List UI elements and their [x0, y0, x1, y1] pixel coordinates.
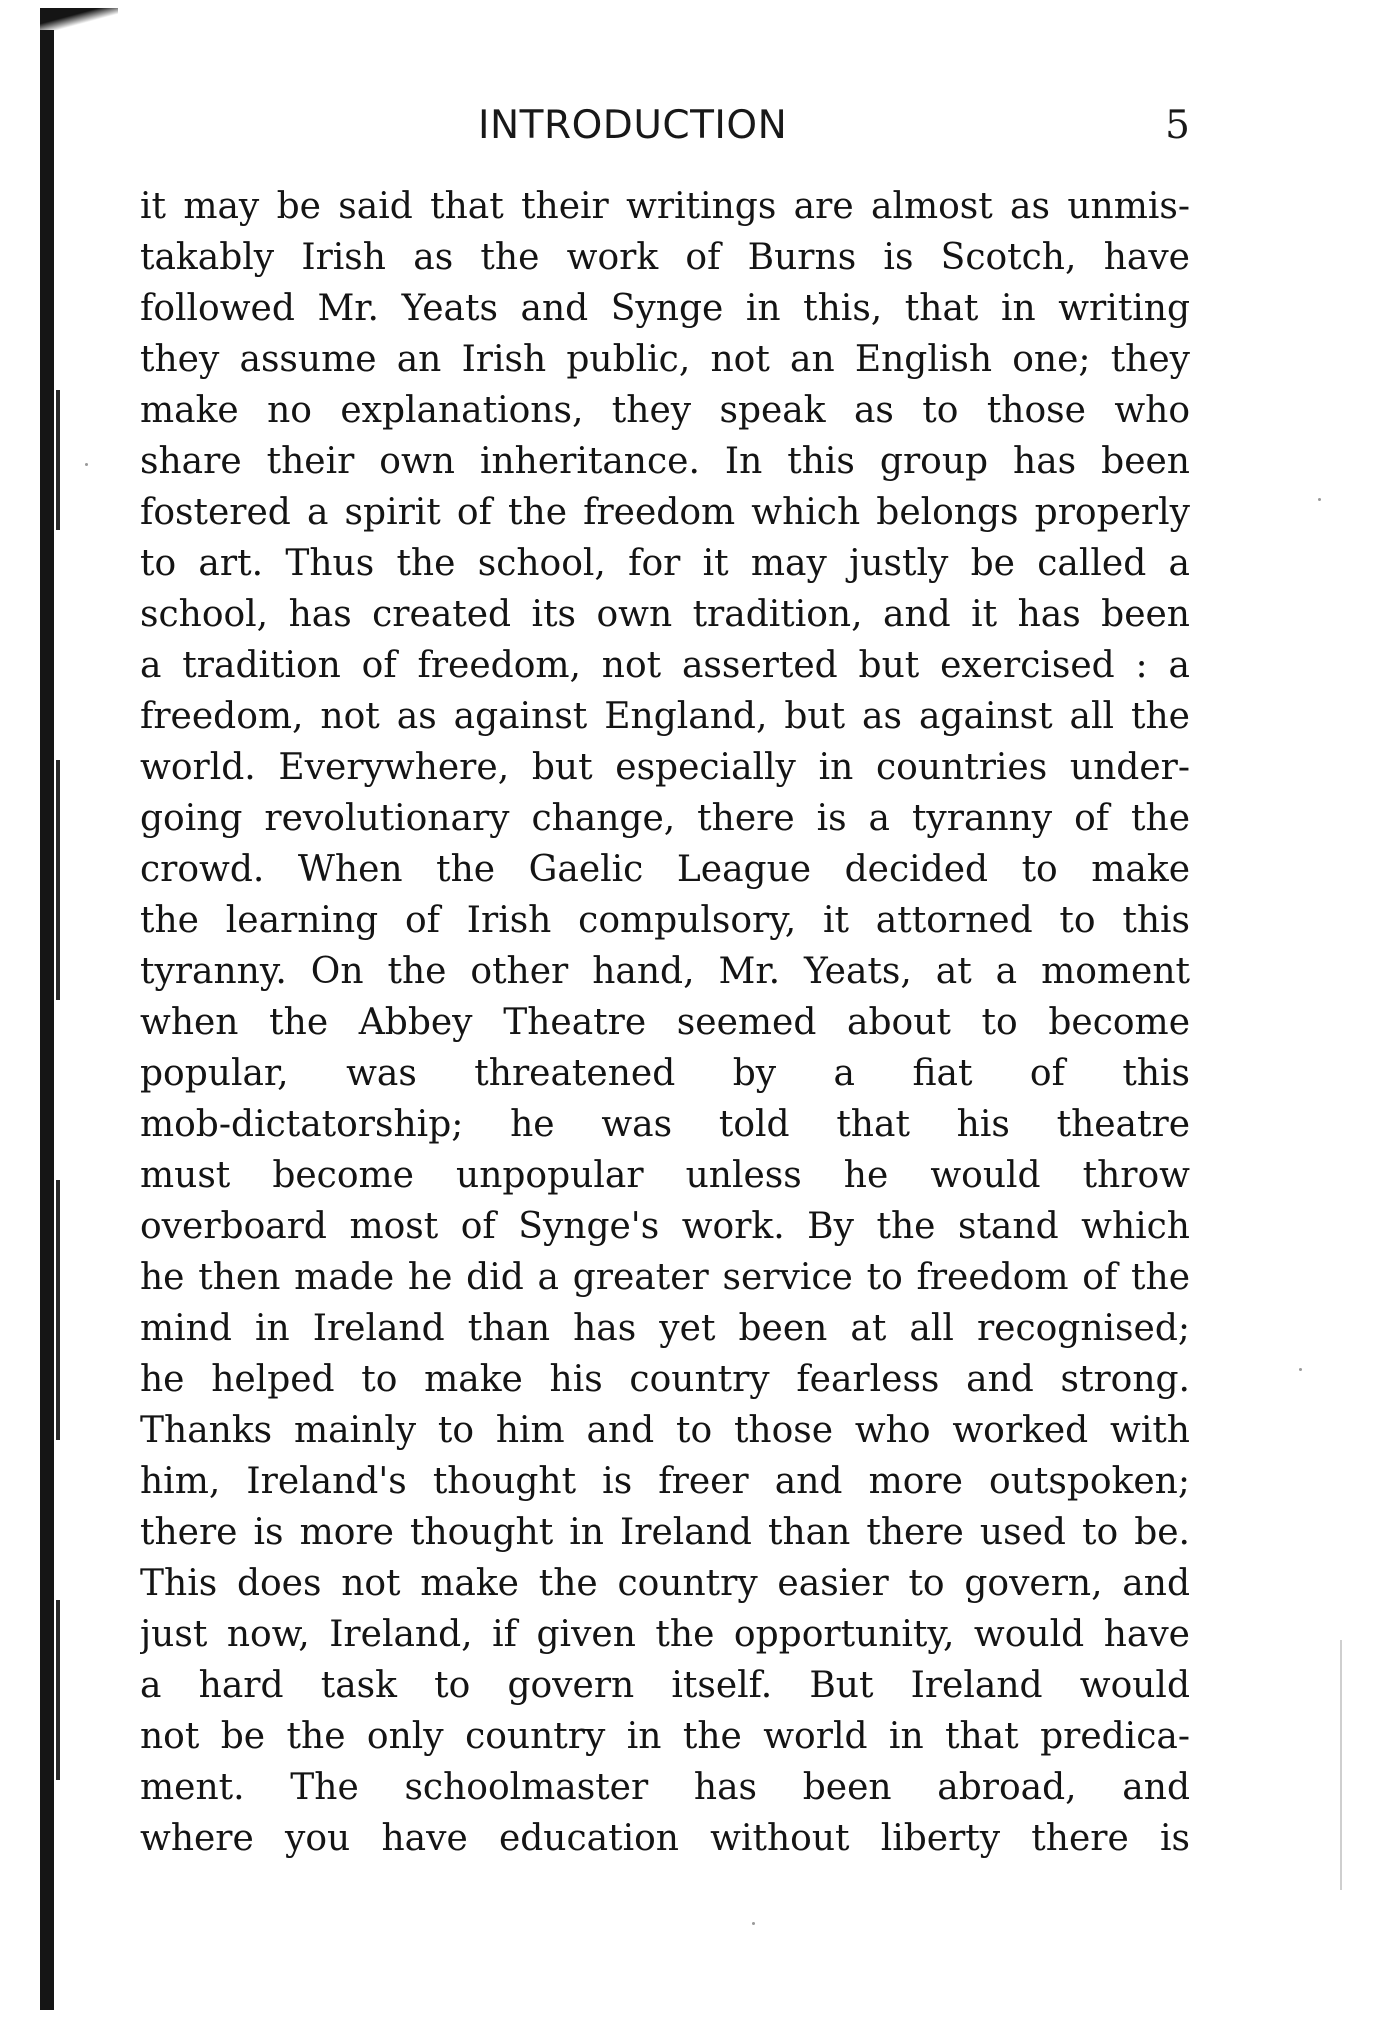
text-line: where you have education without liberty there is: [140, 1818, 1190, 1859]
text-line: share their own inheritance. In this group has been: [140, 441, 1190, 482]
text-line: tyranny. On the other hand, Mr. Yeats, at a moment: [140, 951, 1190, 992]
binding-speck: [56, 1180, 60, 1440]
text-line: there is more thought in Ireland than there used to be.: [140, 1512, 1190, 1553]
paper-fleck: [752, 1922, 755, 1925]
binding-speck: [56, 390, 60, 530]
text-line: not be the only country in the world in that predica-: [140, 1716, 1190, 1757]
page-header: [140, 96, 1190, 156]
text-line: fostered a spirit of the freedom which belongs properly: [140, 492, 1190, 533]
text-line: This does not make the country easier to govern, and: [140, 1563, 1190, 1604]
paper-fleck: [1299, 1368, 1302, 1371]
text-line: ment. The schoolmaster has been abroad, and: [140, 1767, 1190, 1808]
text-line: make no explanations, they speak as to those who: [140, 390, 1190, 431]
text-line: a tradition of freedom, not asserted but exercised : a: [140, 645, 1190, 686]
text-line: popular, was threatened by a fiat of this: [140, 1053, 1190, 1094]
text-line: they assume an Irish public, not an English one; they: [140, 339, 1190, 380]
page-edge-mark: [1340, 1640, 1342, 1890]
text-line: mind in Ireland than has yet been at all recognised;: [140, 1308, 1190, 1349]
text-line: he helped to make his country fearless and strong.: [140, 1359, 1190, 1400]
text-line: crowd. When the Gaelic League decided to make: [140, 849, 1190, 890]
text-line: a hard task to govern itself. But Ireland would: [140, 1665, 1190, 1706]
binding-speck: [56, 1600, 60, 1780]
page-binding-edge: [40, 30, 54, 2010]
text-line: followed Mr. Yeats and Synge in this, that in writing: [140, 288, 1190, 329]
binding-speck: [56, 760, 60, 1000]
text-line: school, has created its own tradition, and it has been: [140, 594, 1190, 635]
paper-fleck: [1318, 498, 1321, 501]
text-line: Thanks mainly to him and to those who worked with: [140, 1410, 1190, 1451]
text-line: when the Abbey Theatre seemed about to become: [140, 1002, 1190, 1043]
text-line: going revolutionary change, there is a tyranny of the: [140, 798, 1190, 839]
text-line: mob-dictatorship; he was told that his theatre: [140, 1104, 1190, 1145]
text-line: overboard most of Synge's work. By the stand which: [140, 1206, 1190, 1247]
paper-fleck: [85, 463, 88, 466]
text-line: freedom, not as against England, but as against all the: [140, 696, 1190, 737]
text-line: just now, Ireland, if given the opportunity, would have: [140, 1614, 1190, 1655]
running-head: INTRODUCTION: [478, 103, 788, 148]
page-number: 5: [1165, 103, 1190, 148]
text-line: must become unpopular unless he would throw: [140, 1155, 1190, 1196]
text-line: takably Irish as the work of Burns is Scotch, have: [140, 237, 1190, 278]
text-line: him, Ireland's thought is freer and more outspoken;: [140, 1461, 1190, 1502]
text-line: world. Everywhere, but especially in countries under-: [140, 747, 1190, 788]
text-line: the learning of Irish compulsory, it attorned to this: [140, 900, 1190, 941]
text-line: it may be said that their writings are almost as unmis-: [140, 186, 1190, 227]
body-text: [140, 181, 1190, 1864]
text-line: to art. Thus the school, for it may justly be called a: [140, 543, 1190, 584]
text-line: he then made he did a greater service to freedom of the: [140, 1257, 1190, 1298]
binding-shadow-top: [40, 8, 118, 32]
